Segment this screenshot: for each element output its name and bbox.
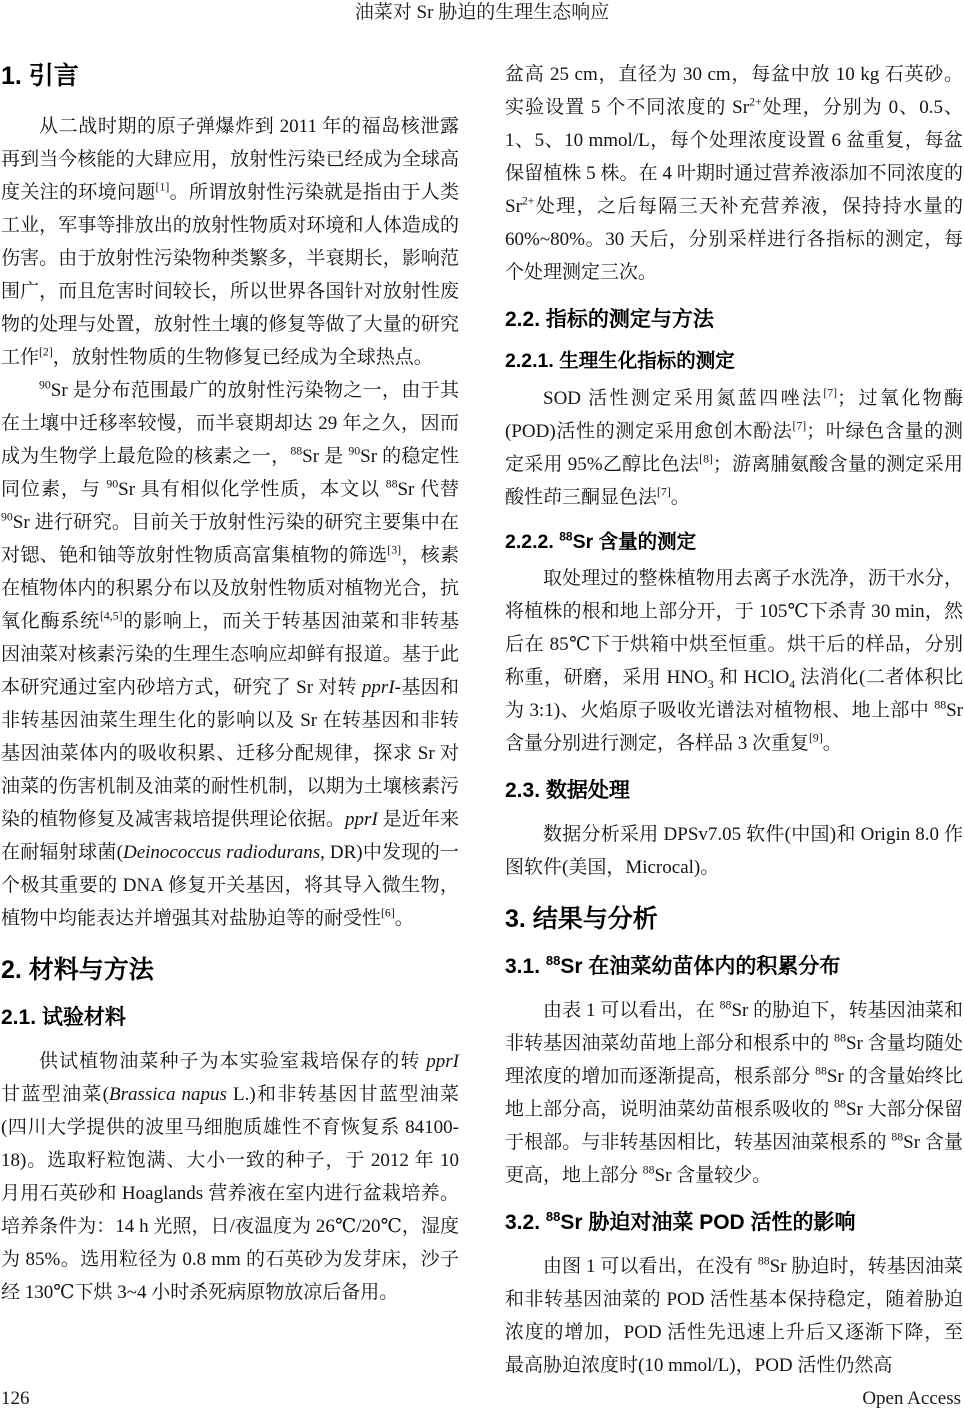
open-access-label: Open Access [862,1388,961,1409]
section-3-heading: 3. 结果与分析 [505,905,658,934]
sr-accumulation-paragraph: 由表 1 可以看出，在 $^{88}$Sr 的胁迫下，转基因油菜和非转基因油菜幼苗地上部分和根系中的 $^{88}$Sr 含量均随处理浓度的增加而逐渐提高，根系部分 $^{88}$Sr 的含量始终比地上部分高，说明油菜幼苗根系吸收的 $^{88}$Sr 大部分保留于根部。与非转基因相比，转基因油菜根系的 $^{88}$Sr 含量更高，地上部分 $^{88}$Sr 含量较少。 [505,998,963,1186]
section-2-heading: 2. 材料与方法 [1,956,154,985]
pod-activity-paragraph: 由图 1 可以看出，在没有 $^{88}$Sr 胁迫时，转基因油菜和非转基因油菜的 POD 活性基本保持稳定，随着胁迫浓度的增加，POD 活性先迅速上升后又逐渐下降，至最高胁迫浓度时(10 mmol/L)，POD 活性仍然高 [505,1254,963,1376]
data-processing-paragraph: 数据分析采用 DPSv7.05 软件(中国)和 Origin 8.0 作图软件(美国，Microcal)。 [505,824,963,879]
methods-continuation-paragraph: 盆高 25 cm，直径为 30 cm，每盆中放 10 kg 石英砂。实验设置 5 个不同浓度的 $Sr^{2+}$处理，分别为 0、0.5、1、5、10 mmol/L，每个处理浓度设置 6 盆重复，每盆保留植株 5 株。在 4 叶期时通过营养液添加不同浓度的 $Sr^{2+}$处理，之后每隔三天补充营养液，保持持水量的 60%~80%。30 天后，分别采样进行各指标的测定，每个处理测定三次。 [505,64,963,283]
section-3-2-heading: 3.2. $^{88}$Sr 胁迫对油菜 POD 活性的影响 [505,1208,856,1234]
materials-paragraph: 供试植物油菜种子为本实验室栽培保存的转 pprI 甘蓝型油菜(Brassica napus L.)和非转基因甘蓝型油菜(四川大学提供的波里马细胞质雄性不育恢复系 84100-18)。选取籽粒饱满、大小一致的种子，于 2012 年 10 月用石英砂和 Hoaglands 营养液在室内进行盆栽培养。培养条件为：14 h 光照，日/夜温度为 26℃/20℃，湿度为 85%。选用粒径为 0.8 mm 的石英砂为发芽床，沙子经 130℃下烘 3~4 小时杀死病原物放凉后备用。 [1,1050,459,1303]
section-2-2-1-heading: 2.2.1. 生理生化指标的测定 [505,350,735,373]
physio-methods-paragraph: SOD 活性测定采用氮蓝四唑法[7]；过氧化物酶(POD)活性的测定采用愈创木酚法[7]；叶绿色含量的测定采用 95%乙醇比色法[8]；游离脯氨酸含量的测定采用酸性茚三酮显色法[7]。 [505,386,963,508]
sr-measurement-paragraph: 取处理过的整株植物用去离子水洗净，沥干水分，将植株的根和地上部分开，于 105℃下杀青 30 min，然后在 85℃下于烘箱中烘至恒重。烘干后的样品，分别称重，研磨，采用 $HNO_3$ 和 HClO$_4$ 法消化(二者体积比为 3:1)、火焰原子吸收光谱法对植物根、地上部中 $^{88}$Sr 含量分别进行测定，各样品 3 次重复[9]。 [505,568,963,754]
section-2-3-heading: 2.3. 数据处理 [505,779,630,802]
page-footer [1,1387,961,1411]
running-head-title: 油菜对 Sr 胁迫的生理生态响应 [354,2,610,23]
intro-paragraph-2: $^{90}$Sr 是分布范围最广的放射性污染物之一，由于其在土壤中迁移率较慢，而半衰期却达 29 年之久，因而成为生物学上最危险的核素之一，$^{88}$Sr 是 $^{90}$Sr 的稳定性同位素，与 $^{90}$Sr 具有相似化学性质，本文以 $^{88}$Sr 代替 $^{90}$Sr 进行研究。目前关于放射性污染的研究主要集中在对锶、铯和铀等放射性物质高富集植物的筛选[3]，核素在植物体内的积累分布以及放射性物质对植物光合，抗氧化酶系统[4,5]的影响上，而关于转基因油菜和非转基因油菜对核素污染的生理生态响应却鲜有报道。基于此本研究通过室内砂培方式，研究了 Sr 对转 pprI-基因和非转基因油菜生理生化的影响以及 Sr 在转基因和非转基因油菜体内的吸收积累、迁移分配规律，探求 Sr 对油菜的伤害机制及油菜的耐性机制，以期为土壤核素污染的植物修复及减害栽培提供理论依据。pprI 是近年来在耐辐射球菌(Deinococcus radiodurans, DR)中发现的一个极其重要的 DNA 修复开关基因，将其导入微生物，植物中均能表达并增强其对盐胁迫等的耐受性[6]。 [1,378,460,930]
intro-paragraph-1: 从二战时期的原子弹爆炸到 2011 年的福岛核泄露再到当今核能的大肆应用，放射性污染已经成为全球高度关注的环境问题[1]。所谓放射性污染就是指由于人类工业，军事等排放出的放射性物质对环境和人体造成的伤害。由于放射性污染物种类繁多，半衰期长，影响范围广，而且危害时间较长，所以世界各国针对放射性废物的处理与处置，放射性土壤的修复等做了大量的研究工作[2]，放射性物质的生物修复已经成为全球热点。 [1,116,459,369]
section-2-2-heading: 2.2. 指标的测定与方法 [505,308,714,331]
section-3-1-heading: 3.1. $^{88}$Sr 在油菜幼苗体内的积累分布 [505,952,841,978]
section-2-1-heading: 2.1. 试验材料 [1,1005,126,1029]
section-1-heading: 1. 引言 [1,62,79,90]
left-column [1,58,459,1309]
section-2-2-2-heading: 2.2.2. $^{88}$Sr 含量的测定 [505,529,697,553]
right-column [505,58,963,1382]
page-number: 126 [1,1388,30,1409]
